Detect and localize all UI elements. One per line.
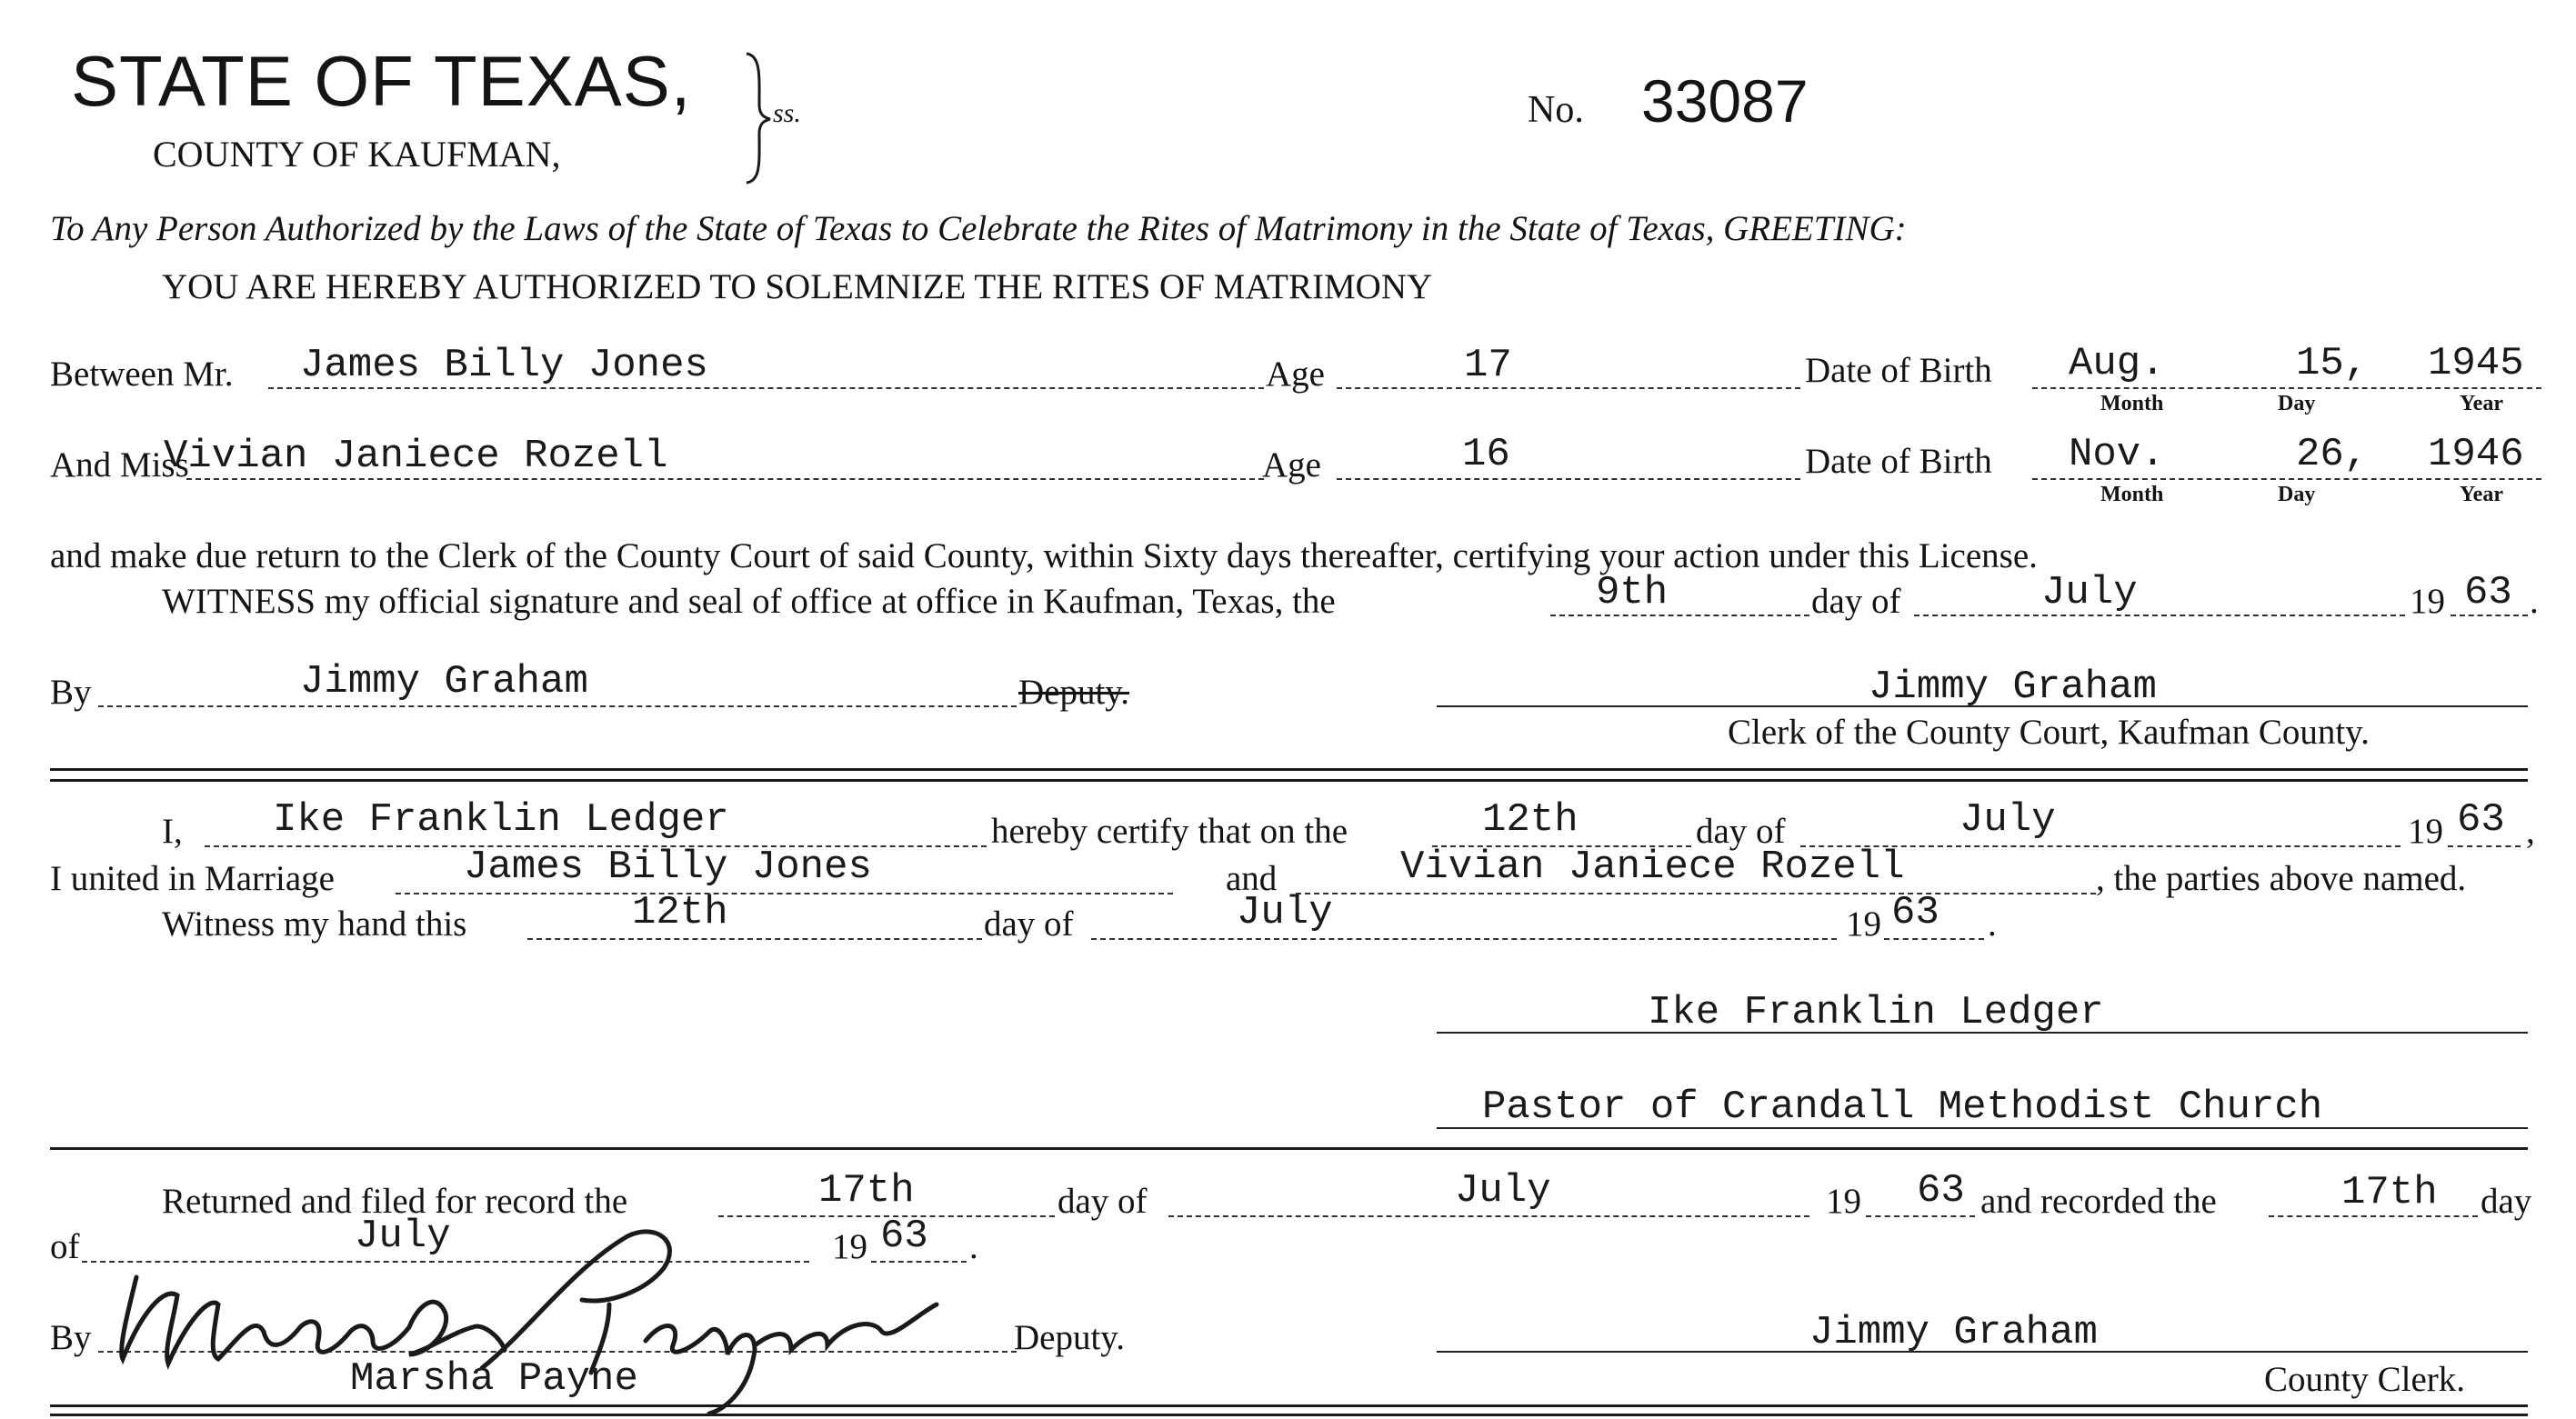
record-by-label: By bbox=[50, 1318, 92, 1357]
hand-month-line bbox=[1091, 938, 1837, 940]
bride-dob-day: 26, bbox=[2296, 432, 2369, 477]
recorded-year: 63 bbox=[880, 1214, 928, 1259]
returned-month-line bbox=[1168, 1215, 1809, 1217]
section-divider bbox=[50, 779, 2528, 782]
certificate-i: I, bbox=[162, 812, 183, 851]
certify-text: hereby certify that on the bbox=[991, 812, 1348, 851]
returned-month: July bbox=[1455, 1168, 1551, 1214]
groom-age: 17 bbox=[1464, 343, 1512, 388]
recorded-year-prefix: 19 bbox=[832, 1227, 867, 1266]
groom-label: Between Mr. bbox=[50, 355, 234, 394]
groom-month-caption: Month bbox=[2100, 392, 2164, 415]
by-name: Jimmy Graham bbox=[300, 659, 588, 705]
by-label: By bbox=[50, 673, 92, 712]
bride-name: Vivian Janiece Rozell bbox=[164, 434, 668, 479]
and-text: and bbox=[1226, 859, 1278, 898]
united-text: I united in Marriage bbox=[50, 859, 335, 898]
hand-year-prefix: 19 bbox=[1846, 904, 1881, 944]
deputy-label: Deputy. bbox=[1014, 1318, 1126, 1357]
county-clerk-title: County Clerk. bbox=[2264, 1360, 2465, 1399]
deputy-struck: Deputy. bbox=[1018, 673, 1130, 712]
section-divider bbox=[50, 768, 2528, 771]
witness-month: July bbox=[2041, 570, 2138, 615]
certify-comma: , bbox=[2526, 812, 2535, 851]
license-number: 33087 bbox=[1641, 67, 1809, 135]
bride-year-caption: Year bbox=[2460, 483, 2503, 506]
hand-year: 63 bbox=[1891, 890, 1940, 935]
section-divider bbox=[50, 1147, 2528, 1150]
bride-age-line bbox=[1337, 478, 1800, 480]
recorded-text: and recorded the bbox=[1980, 1182, 2217, 1221]
recorded-day-line bbox=[2269, 1215, 2478, 1217]
certify-day-of: day of bbox=[1696, 812, 1786, 851]
groom-age-line bbox=[1337, 387, 1800, 389]
witness-month-line bbox=[1914, 615, 2405, 616]
hand-day-of: day of bbox=[984, 904, 1074, 944]
groom-dob-year: 1945 bbox=[2428, 341, 2524, 386]
recorded-day-word: day bbox=[2481, 1182, 2532, 1221]
party1-name: James Billy Jones bbox=[464, 844, 872, 890]
certify-year-line bbox=[2448, 845, 2521, 847]
witness-day-line bbox=[1550, 615, 1809, 616]
recorded-day: 17th bbox=[2341, 1170, 2438, 1215]
bride-day-caption: Day bbox=[2278, 483, 2316, 506]
number-label: No. bbox=[1528, 89, 1584, 131]
returned-text: Returned and filed for record the bbox=[162, 1182, 628, 1221]
party1-line bbox=[396, 893, 1173, 894]
groom-dob-day: 15, bbox=[2296, 341, 2369, 386]
bride-dob-month: Nov. bbox=[2069, 432, 2165, 477]
bride-label: And Miss bbox=[50, 445, 189, 485]
recorded-period: . bbox=[969, 1227, 978, 1266]
county-heading: COUNTY OF KAUFMAN, bbox=[153, 134, 561, 175]
clerk-name: Jimmy Graham bbox=[1869, 665, 2157, 710]
groom-dob-line bbox=[2032, 387, 2541, 389]
returned-day-of: day of bbox=[1057, 1182, 1148, 1221]
of-label: of bbox=[50, 1227, 80, 1266]
certify-month: July bbox=[1960, 797, 2056, 843]
officiant-title: Pastor of Crandall Methodist Church bbox=[1482, 1084, 2323, 1130]
witness-text: WITNESS my official signature and seal of office at office in Kaufman, Texas, the bbox=[162, 582, 1336, 621]
officiant-name: Ike Franklin Ledger bbox=[273, 797, 729, 843]
section-divider bbox=[50, 1404, 2528, 1407]
bride-dob-year: 1946 bbox=[2428, 432, 2524, 477]
brace-icon bbox=[741, 50, 777, 186]
witness-period: . bbox=[2530, 582, 2539, 621]
officiant-signature-name: Ike Franklin Ledger bbox=[1648, 990, 2104, 1035]
groom-age-label: Age bbox=[1266, 355, 1325, 394]
returned-year-line bbox=[1866, 1215, 1975, 1217]
witness-day-of: day of bbox=[1811, 582, 1901, 621]
greeting-text: To Any Person Authorized by the Laws of the State of Texas to Celebrate the Rites of Matrimony in the State of Texas, GREETING: bbox=[50, 209, 1907, 248]
bride-dob-line bbox=[2032, 478, 2541, 480]
party2-name: Vivian Janiece Rozell bbox=[1400, 844, 1905, 890]
county-clerk-name: Jimmy Graham bbox=[1809, 1310, 2098, 1355]
hand-text: Witness my hand this bbox=[162, 904, 467, 944]
deputy-name: Marsha Payne bbox=[350, 1356, 638, 1402]
authorization-text: YOU ARE HEREBY AUTHORIZED TO SOLEMNIZE THE RITES OF MATRIMONY bbox=[162, 267, 1433, 306]
party2-line bbox=[1296, 893, 2096, 894]
hand-year-line bbox=[1884, 938, 1984, 940]
returned-year: 63 bbox=[1917, 1168, 1965, 1214]
witness-year: 63 bbox=[2464, 570, 2512, 615]
certify-day: 12th bbox=[1482, 797, 1579, 843]
ss-mark: ss. bbox=[773, 98, 801, 128]
groom-dob-label: Date of Birth bbox=[1805, 351, 1992, 390]
groom-name: James Billy Jones bbox=[300, 343, 708, 388]
groom-dob-month: Aug. bbox=[2069, 341, 2165, 386]
witness-day: 9th bbox=[1596, 570, 1669, 615]
returned-year-prefix: 19 bbox=[1826, 1182, 1861, 1221]
certify-year: 63 bbox=[2457, 797, 2505, 843]
hand-day-line bbox=[527, 938, 982, 940]
groom-day-caption: Day bbox=[2278, 392, 2316, 415]
certify-year-prefix: 19 bbox=[2408, 812, 2443, 851]
bride-dob-label: Date of Birth bbox=[1805, 442, 1992, 481]
recorded-month: July bbox=[355, 1214, 451, 1259]
state-heading: STATE OF TEXAS, bbox=[71, 41, 692, 121]
groom-year-caption: Year bbox=[2460, 392, 2503, 415]
bride-age: 16 bbox=[1462, 432, 1510, 477]
witness-year-prefix: 19 bbox=[2410, 582, 2445, 621]
bride-month-caption: Month bbox=[2100, 483, 2164, 506]
return-text: and make due return to the Clerk of the County Court of said County, within Sixty days thereafter, certifying your action under this License. bbox=[50, 536, 2038, 575]
returned-day: 17th bbox=[818, 1168, 915, 1214]
hand-day: 12th bbox=[632, 890, 728, 935]
clerk-title: Clerk of the County Court, Kaufman County. bbox=[1728, 713, 2370, 752]
hand-month: July bbox=[1237, 890, 1333, 935]
hand-period: . bbox=[1988, 904, 1997, 944]
section-divider bbox=[50, 1414, 2528, 1416]
bride-age-label: Age bbox=[1262, 445, 1321, 485]
by-line bbox=[98, 705, 1017, 707]
parties-text: , the parties above named. bbox=[2096, 859, 2467, 898]
